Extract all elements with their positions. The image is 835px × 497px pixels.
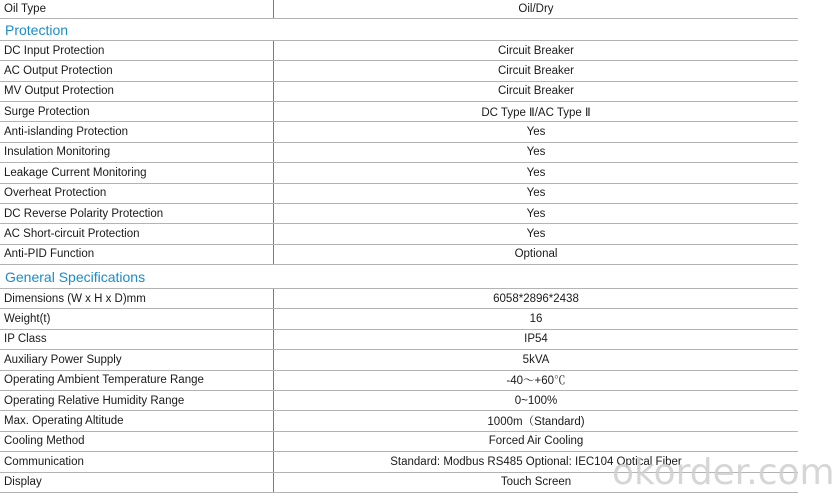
row-label: MV Output Protection (4, 85, 114, 98)
row-value: -40～+60℃ (506, 375, 566, 388)
row-value: Optional (514, 248, 558, 261)
table-row (0, 143, 798, 163)
table-row (0, 184, 798, 204)
row-value: IP54 (524, 333, 548, 346)
row-value: 1000m（Standard) (487, 416, 585, 429)
row-label: Leakage Current Monitoring (4, 166, 147, 179)
table-row (0, 411, 798, 431)
table-row (0, 289, 798, 309)
row-label: Insulation Monitoring (4, 146, 111, 159)
table-row (0, 204, 798, 224)
row-label: Operating Relative Humidity Range (4, 394, 185, 407)
table-row (0, 245, 798, 265)
row-label: IP Class (4, 333, 47, 346)
row-value: Circuit Breaker (497, 44, 575, 57)
row-label: DC Input Protection (4, 44, 105, 57)
row-value: Touch Screen (500, 476, 572, 489)
table-row (0, 122, 798, 142)
table-row (0, 330, 798, 350)
table-row-oil-type (0, 0, 798, 19)
row-value: Oil/Dry (518, 3, 554, 15)
row-label: Anti-islanding Protection (4, 126, 129, 139)
row-label: DC Reverse Polarity Protection (4, 207, 164, 220)
row-value: Yes (526, 227, 546, 240)
section-general-specifications (0, 265, 798, 289)
row-label: Surge Protection (4, 105, 90, 118)
row-value: 0~100% (514, 394, 558, 407)
table-row (0, 224, 798, 244)
row-value: Circuit Breaker (497, 65, 575, 78)
row-value: DC Type Ⅱ/AC Type Ⅱ (481, 106, 591, 119)
row-value: Yes (526, 166, 546, 179)
row-label: Communication (4, 455, 84, 468)
row-label: Display (4, 476, 42, 489)
section-title: Protection (5, 21, 69, 38)
watermark-logo: okorder.com (612, 452, 835, 493)
row-label: AC Short-circuit Protection (4, 227, 140, 240)
row-value: Circuit Breaker (497, 85, 575, 98)
section-title: General Specifications (5, 268, 146, 285)
table-row (0, 41, 798, 61)
row-value: Yes (526, 146, 546, 159)
table-row (0, 350, 798, 370)
table-row (0, 309, 798, 329)
row-value: Standard: Modbus RS485 Optional: IEC104 Optical Fiber (390, 455, 682, 468)
section-protection (0, 19, 798, 41)
table-row (0, 82, 798, 102)
row-value: 16 (529, 313, 543, 326)
row-value: Yes (526, 126, 546, 139)
table-row (0, 102, 798, 122)
table-row (0, 432, 798, 452)
row-value: 5kVA (522, 353, 550, 366)
row-label: Oil Type (4, 3, 46, 15)
table-row (0, 371, 798, 391)
table-row (0, 163, 798, 183)
row-label: Weight(t) (4, 313, 51, 326)
table-row (0, 61, 798, 81)
row-value: Yes (526, 187, 546, 200)
row-value: 6058*2896*2438 (493, 292, 579, 305)
row-label: Max. Operating Altitude (4, 415, 124, 428)
table-row (0, 391, 798, 411)
row-label: Anti-PID Function (4, 248, 95, 261)
row-label: Auxiliary Power Supply (4, 353, 122, 366)
row-label: Operating Ambient Temperature Range (4, 374, 204, 387)
row-value: Forced Air Cooling (488, 435, 584, 448)
row-label: Dimensions (W x H x D)mm (4, 292, 146, 305)
row-label: Overheat Protection (4, 187, 107, 200)
row-label: Cooling Method (4, 435, 85, 448)
row-value: Yes (526, 207, 546, 220)
row-label: AC Output Protection (4, 65, 113, 78)
